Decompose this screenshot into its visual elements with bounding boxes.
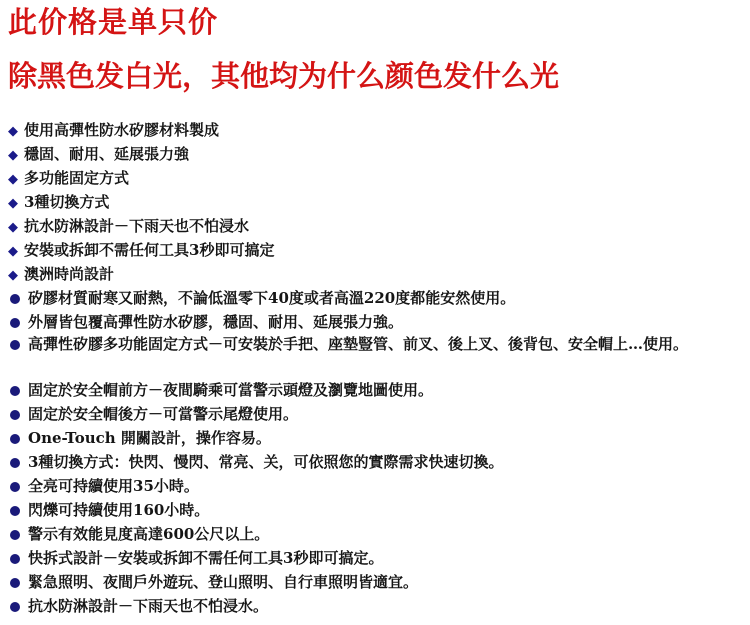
diamond-bullet-icon: ◆	[8, 196, 18, 211]
dot-bullet-icon	[10, 482, 20, 492]
feature-item: 抗水防淋設計－下雨天也不怕浸水	[24, 217, 250, 235]
detail-item: One-Touch 開關設計，操作容易。	[28, 429, 271, 447]
detail-item: 固定於安全帽前方－夜間騎乘可當警示頭燈及瀏覽地圖使用。	[28, 381, 434, 399]
detail-item: 閃爍可持續使用160小時。	[28, 501, 210, 519]
detail-item: 警示有效能見度高達600公尺以上。	[28, 525, 270, 543]
dot-bullet-icon	[10, 506, 20, 516]
dot-bullet-icon	[10, 602, 20, 612]
dot-bullet-icon	[10, 530, 20, 540]
detail-item: 高彈性矽膠多功能固定方式－可安裝於手把、座墊豎管、前叉、後上叉、後背包、安全帽上…使用。	[28, 335, 689, 353]
detail-item: 外層皆包覆高彈性防水矽膠，穩固、耐用、延展張力強。	[28, 313, 404, 331]
color-note-heading: 除黑色发白光，其他均为什么颜色发什么光	[8, 59, 560, 93]
feature-item: 澳洲時尚設計	[24, 265, 115, 283]
diamond-bullet-icon: ◆	[8, 220, 18, 235]
feature-item: 多功能固定方式	[24, 169, 130, 187]
detail-item: 快拆式設計－安裝或拆卸不需任何工具3秒即可搞定。	[28, 549, 384, 567]
detail-item: 抗水防淋設計－下雨天也不怕浸水。	[28, 597, 269, 615]
feature-list	[8, 118, 746, 618]
dot-bullet-icon	[10, 554, 20, 564]
diamond-bullet-icon: ◆	[8, 268, 18, 283]
diamond-bullet-icon: ◆	[8, 172, 18, 187]
dot-bullet-icon	[10, 458, 20, 468]
diamond-bullet-icon: ◆	[8, 124, 18, 139]
feature-item: 安裝或拆卸不需任何工具3秒即可搞定	[24, 241, 275, 259]
detail-item: 全亮可持續使用35小時。	[28, 477, 199, 495]
diamond-bullet-icon: ◆	[8, 148, 18, 163]
feature-item: 穩固、耐用、延展張力強	[24, 145, 190, 163]
detail-item: 固定於安全帽後方－可當警示尾燈使用。	[28, 405, 299, 423]
dot-bullet-icon	[10, 294, 20, 304]
diamond-bullet-icon: ◆	[8, 244, 18, 259]
dot-bullet-icon	[10, 410, 20, 420]
price-note-heading: 此价格是单只价	[8, 5, 219, 39]
dot-bullet-icon	[10, 578, 20, 588]
dot-bullet-icon	[10, 340, 20, 350]
detail-item: 緊急照明、夜間戶外遊玩、登山照明、自行車照明皆適宜。	[28, 573, 419, 591]
feature-item: 3種切換方式	[24, 193, 110, 211]
dot-bullet-icon	[10, 318, 20, 328]
detail-item: 矽膠材質耐寒又耐熱，不論低溫零下40度或者高溫220度都能安然使用。	[28, 289, 516, 307]
dot-bullet-icon	[10, 434, 20, 444]
detail-item: 3種切換方式：快閃、慢閃、常亮、关，可依照您的實際需求快速切換。	[28, 453, 504, 471]
feature-item: 使用高彈性防水矽膠材料製成	[24, 121, 220, 139]
dot-bullet-icon	[10, 386, 20, 396]
